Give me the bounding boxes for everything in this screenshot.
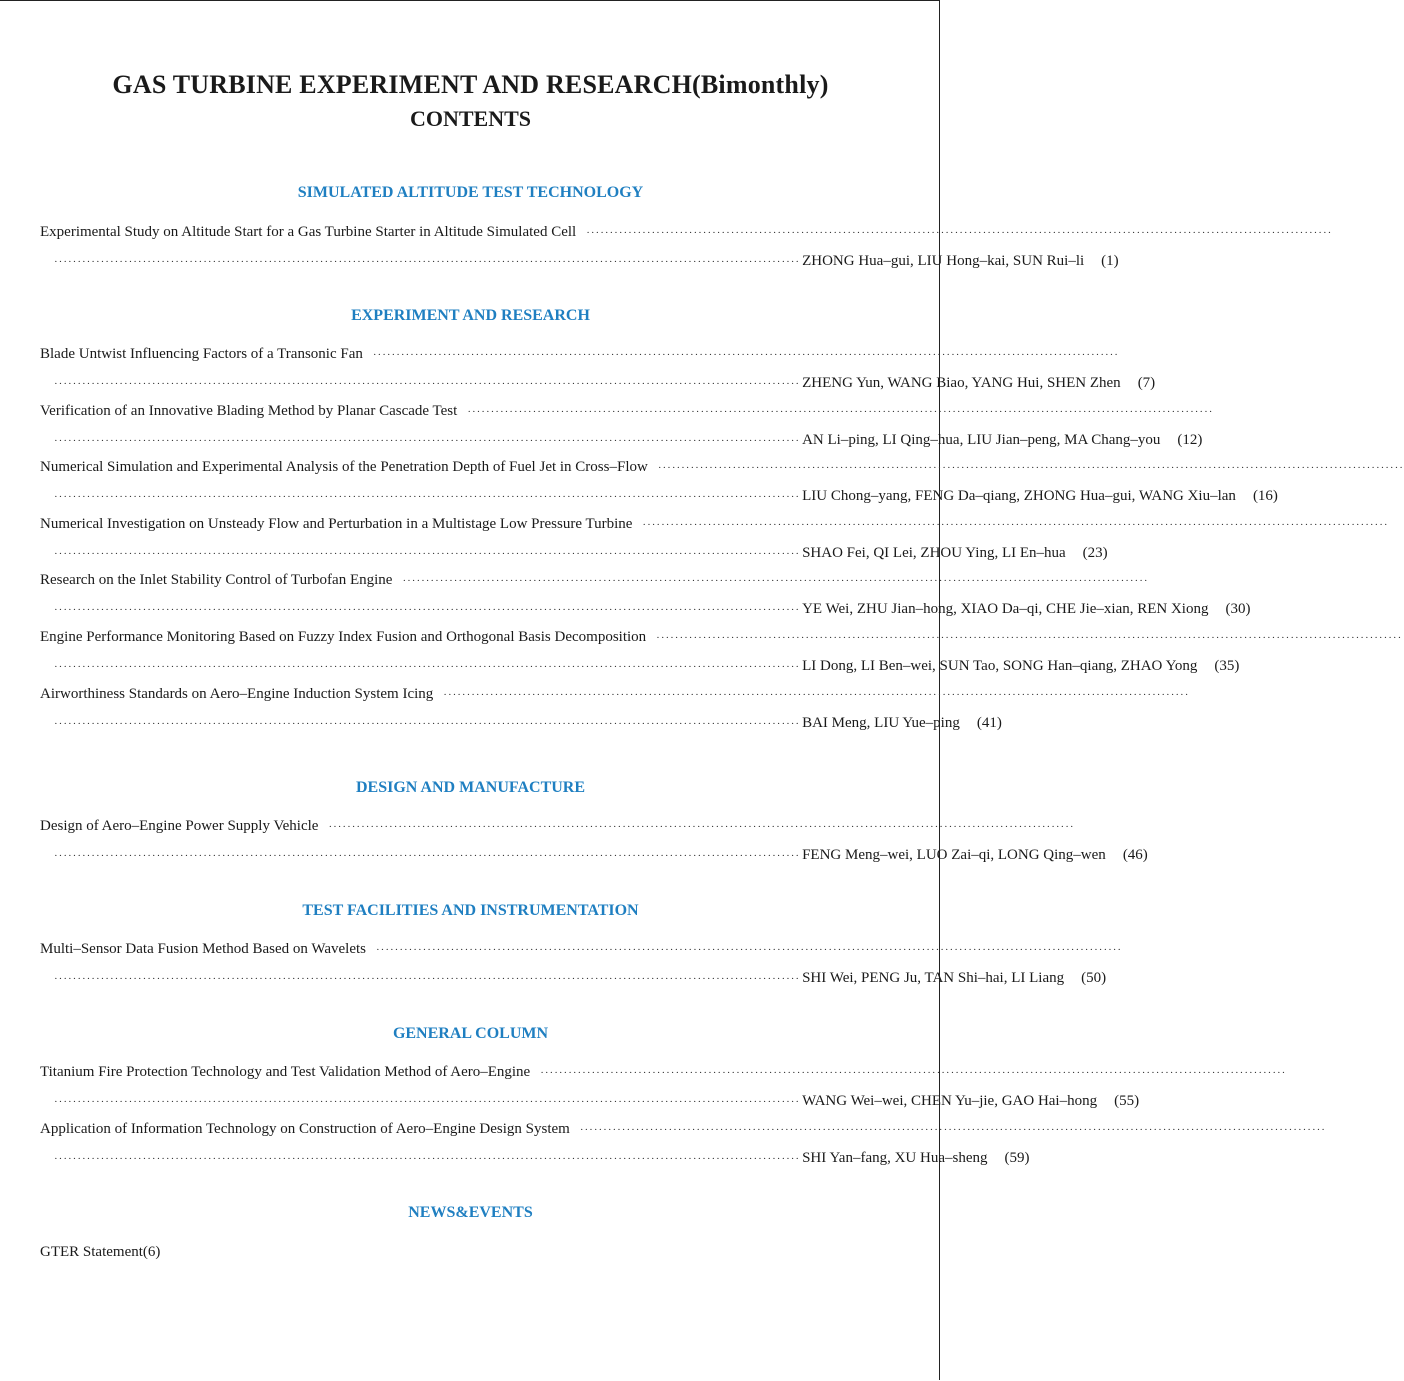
toc-entry-title-line[interactable] [40, 570, 1149, 591]
toc-entry-author-line[interactable] [52, 373, 1156, 394]
toc-entry-title-line[interactable] [40, 514, 1389, 535]
leader-dots: ································································································································································ [54, 718, 801, 730]
toc-entry-author-line[interactable] [52, 251, 1119, 272]
article-title: Numerical Simulation and Experimental Analysis of the Penetration Depth of Fuel Jet in Cross–Flow [40, 459, 648, 475]
article-authors: WANG Wei–wei, CHEN Yu–jie, GAO Hai–hong [802, 1093, 1098, 1109]
leader-dots: ································································································································································ [54, 1096, 801, 1108]
page-number: (55) [1114, 1093, 1140, 1109]
page-number: (50) [1081, 970, 1107, 986]
page-number: (59) [1004, 1150, 1030, 1166]
article-title: Blade Untwist Influencing Factors of a Transonic Fan [40, 346, 363, 362]
page-number: (41) [976, 715, 1002, 731]
leader-dots: ································································································································································ [54, 378, 801, 390]
article-title: Numerical Investigation on Unsteady Flow and Perturbation in a Multistage Low Pressure Turbine [40, 516, 633, 532]
page-number: (7) [1137, 375, 1156, 391]
article-authors: YE Wei, ZHU Jian–hong, XIAO Da–qi, CHE Jie–xian, REN Xiong [802, 601, 1209, 617]
toc-entry-author-line[interactable] [52, 486, 1278, 507]
leader-dots: ································································································································································ [586, 227, 1333, 239]
toc-entry-title-line[interactable] [40, 1062, 1287, 1083]
page-number: (23) [1082, 545, 1108, 561]
article-authors: AN Li–ping, LI Qing–hua, LIU Jian–peng, MA Chang–you [802, 432, 1161, 448]
page-number: (1) [1101, 253, 1119, 269]
leader-dots: ································································································································································ [328, 821, 1075, 833]
toc-entry-title-line[interactable] [40, 627, 1403, 648]
article-title: Engine Performance Monitoring Based on Fuzzy Index Fusion and Orthogonal Basis Decomposition [40, 629, 647, 645]
leader-dots: ································································································································································ [54, 661, 801, 673]
article-authors: SHAO Fei, QI Lei, ZHOU Ying, LI En–hua [802, 545, 1066, 561]
toc-entry-author-line[interactable] [52, 656, 1240, 677]
article-title: Experimental Study on Altitude Start for a Gas Turbine Starter in Altitude Simulated Cell [40, 224, 577, 240]
leader-dots: ································································································································································ [402, 575, 1149, 587]
toc-entry-title-line[interactable] [40, 684, 1190, 705]
leader-dots: ································································································································································ [54, 850, 801, 862]
article-authors: ZHENG Yun, WANG Biao, YANG Hui, SHEN Zhen [802, 375, 1121, 391]
page-number: (30) [1225, 601, 1251, 617]
section-heading: GENERAL COLUMN [392, 1025, 549, 1042]
news-note: GTER Statement(6) [40, 1244, 161, 1260]
journal-title: GAS TURBINE EXPERIMENT AND RESEARCH(Bimonthly) [112, 70, 829, 99]
toc-entry-author-line[interactable] [52, 1148, 1030, 1169]
page-number: (46) [1122, 847, 1148, 863]
article-title: Multi–Sensor Data Fusion Method Based on Wavelets [40, 941, 366, 957]
page-number: (35) [1214, 658, 1240, 674]
article-authors: LI Dong, LI Ben–wei, SUN Tao, SONG Han–qiang, ZHAO Yong [802, 658, 1198, 674]
toc-entry-author-line[interactable] [52, 845, 1148, 866]
toc-entry-title-line[interactable] [40, 816, 1075, 837]
toc-entry-title-line[interactable] [40, 401, 1214, 422]
section-heading: NEWS&EVENTS [408, 1204, 533, 1221]
toc-entry-title-line[interactable] [40, 222, 1333, 243]
article-authors: SHI Yan–fang, XU Hua–sheng [802, 1150, 988, 1166]
article-title: Verification of an Innovative Blading Method by Planar Cascade Test [40, 403, 458, 419]
toc-entry-title-line[interactable] [40, 939, 1123, 960]
leader-dots: ································································································································································ [54, 435, 801, 447]
article-title: Titanium Fire Protection Technology and Test Validation Method of Aero–Engine [40, 1064, 531, 1080]
leader-dots: ································································································································································ [540, 1067, 1287, 1079]
article-authors: LIU Chong–yang, FENG Da–qiang, ZHONG Hua–gui, WANG Xiu–lan [802, 488, 1236, 504]
leader-dots: ································································································································································ [54, 256, 801, 268]
section-heading: SIMULATED ALTITUDE TEST TECHNOLOGY [297, 184, 644, 201]
leader-dots: ································································································································································ [443, 689, 1190, 701]
leader-dots: ································································································································································ [54, 973, 801, 985]
toc-entry-title-line[interactable] [40, 1119, 1326, 1140]
article-title: Application of Information Technology on Construction of Aero–Engine Design System [40, 1121, 570, 1137]
article-title: Design of Aero–Engine Power Supply Vehicle [40, 818, 319, 834]
leader-dots: ································································································································································ [656, 632, 1403, 644]
leader-dots: ································································································································································ [372, 349, 1119, 361]
leader-dots: ································································································································································ [54, 491, 801, 503]
toc-entry-author-line[interactable] [52, 430, 1203, 451]
contents-heading: CONTENTS [409, 106, 532, 131]
article-authors: FENG Meng–wei, LUO Zai–qi, LONG Qing–wen [802, 847, 1106, 863]
page-number: (16) [1252, 488, 1278, 504]
page-number: (12) [1177, 432, 1203, 448]
toc-entry-title-line[interactable] [40, 344, 1119, 365]
toc-entry-author-line[interactable] [52, 543, 1108, 564]
leader-dots: ································································································································································ [376, 944, 1123, 956]
section-heading: TEST FACILITIES AND INSTRUMENTATION [302, 902, 639, 919]
leader-dots: ································································································································································ [54, 604, 801, 616]
article-title: Research on the Inlet Stability Control of Turbofan Engine [40, 572, 393, 588]
leader-dots: ································································································································································ [642, 519, 1389, 531]
section-heading: DESIGN AND MANUFACTURE [355, 779, 586, 796]
leader-dots: ································································································································································ [657, 462, 1404, 474]
article-title: Airworthiness Standards on Aero–Engine Induction System Icing [40, 686, 434, 702]
toc-entry-author-line[interactable] [52, 1091, 1140, 1112]
leader-dots: ································································································································································ [54, 548, 801, 560]
article-authors: ZHONG Hua–gui, LIU Hong–kai, SUN Rui–li [802, 253, 1085, 269]
leader-dots: ································································································································································ [579, 1124, 1326, 1136]
toc-entry-author-line[interactable] [52, 713, 1002, 734]
toc-entry-author-line[interactable] [52, 599, 1251, 620]
section-heading: EXPERIMENT AND RESEARCH [351, 307, 590, 324]
toc-entry-author-line[interactable] [52, 968, 1107, 989]
leader-dots: ································································································································································ [54, 1153, 801, 1165]
article-authors: BAI Meng, LIU Yue–ping [802, 715, 960, 731]
leader-dots: ································································································································································ [467, 406, 1214, 418]
article-authors: SHI Wei, PENG Ju, TAN Shi–hai, LI Liang [802, 970, 1065, 986]
toc-entry-title-line[interactable] [40, 457, 1404, 478]
